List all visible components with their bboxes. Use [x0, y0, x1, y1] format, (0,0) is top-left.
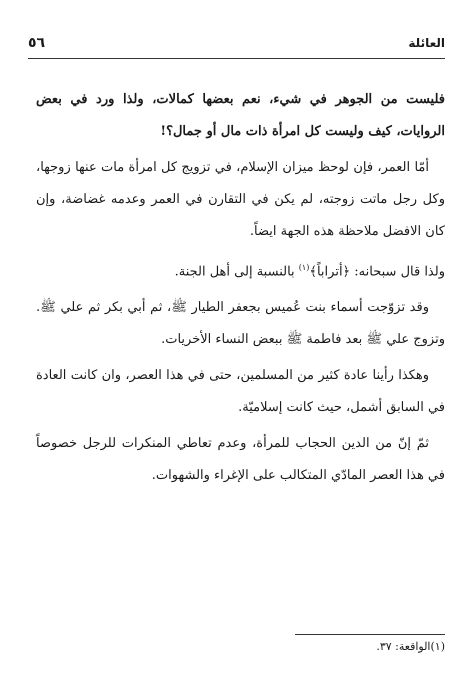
footnote-ref: (١): [298, 263, 310, 272]
page-number: ٥٦: [28, 35, 46, 51]
paragraph-3-text: ولذا قال سبحانه: ﴿أتراباً﴾: [309, 264, 445, 280]
paragraph-3: [36, 252, 445, 288]
page-body: [36, 84, 445, 496]
paragraph-3-tail: بالنسبة إلى أهل الجنة.: [174, 264, 299, 280]
paragraph-5: وهكذا رأينا عادة كثير من المسلمين، حتى في هذا العصر، وان كانت العادة في السابق أشمل، حيث كانت إسلاميّة.: [36, 368, 445, 416]
paragraph-6: ثمّ إنّ من الدين الحجاب للمرأة، وعدم تعاطي المنكرات للرجل خصوصاً في هذا العصر المادّي المتكالب على الإغراء والشهوات.: [36, 436, 445, 484]
paragraph-2: أمّا العمر، فإن لوحظ ميزان الإسلام، في تزويج كل امرأة مات عنها زوجها، وكل رجل ماتت زوجته، لم يكن في التقارن في العمر وعدمه غضاضة، وإن كان الافضل ملاحظة هذه الجهة ايضاً.: [36, 160, 445, 239]
paragraph-1: فليست من الجوهر في شيء، نعم بعضها كمالات، ولذا ورد في بعض الروايات، كيف وليست كل امرأة ذات مال أو جمال؟!: [36, 92, 445, 139]
running-title: العائلة: [408, 36, 445, 50]
paragraph-4: وقد تزوّجت أسماء بنت عُميس بجعفر الطيار ﷺ، ثم أبي بكر ثم علي ﷺ. وتزوج علي ﷺ بعد فاطمة ﷺ ببعض النساء الأخريات.: [36, 300, 445, 348]
page-header: [28, 32, 445, 54]
header-rule: [28, 58, 445, 59]
footnote-rule: [295, 634, 445, 635]
footnote: (١)الواقعة: ٣٧.: [376, 640, 445, 653]
